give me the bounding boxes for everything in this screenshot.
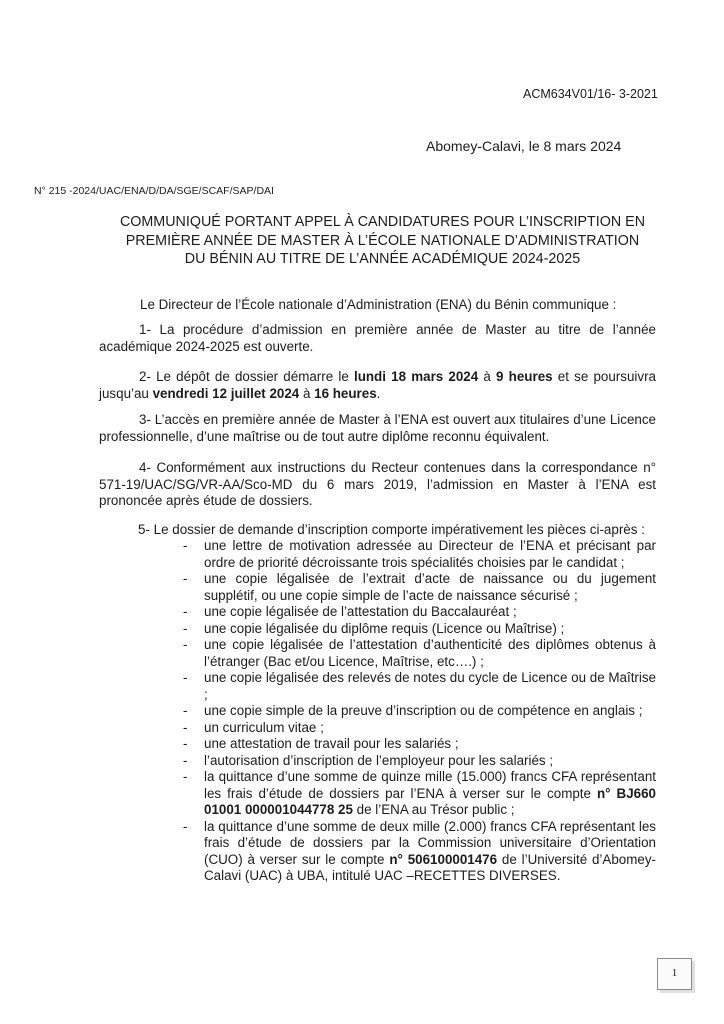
paragraph-4 bbox=[99, 460, 656, 510]
list-item bbox=[183, 670, 656, 703]
dash-bullet: - bbox=[183, 703, 188, 718]
p2-text-e: et se poursuivra jusqu’au bbox=[99, 369, 656, 401]
p2-text-i: . bbox=[376, 385, 381, 401]
p2-start-time: 9 heures bbox=[496, 369, 553, 384]
list-item-text: une copie légalisée de l’attestation d’authenticité des diplômes obtenus à l’étranger (Bac et/ou Licence, Maîtrise, etc….) ; bbox=[204, 637, 656, 669]
dash-bullet: - bbox=[183, 670, 188, 685]
list-item bbox=[183, 604, 656, 621]
dash-bullet: - bbox=[183, 538, 188, 553]
list-item bbox=[183, 571, 656, 604]
dash-bullet: - bbox=[183, 620, 188, 636]
page-number: 1 bbox=[657, 958, 692, 990]
paragraph-5-heading: 5- Le dossier de demande d’inscription comporte impérativement les pièces ci-après : bbox=[138, 522, 645, 537]
dash-bullet: - bbox=[183, 818, 188, 834]
list-item-text: de l’ENA au Trésor public ; bbox=[352, 802, 515, 817]
list-item-text: une copie légalisée de l’extrait d’acte de naissance ou du jugement supplétif, ou une copie simple de l’acte de naissance sécurisé ; bbox=[204, 571, 656, 603]
p2-end-time: 16 heures bbox=[314, 385, 377, 401]
dash-bullet: - bbox=[183, 604, 188, 619]
ena-account-number: n° BJ660 01001 000001044778 25 bbox=[204, 785, 656, 817]
list-item-text: une lettre de motivation adressée au Directeur de l’ENA et précisant par ordre de priorité décroissante trois spécialités choisies par le candidat ; bbox=[204, 538, 656, 570]
list-item-text: une copie légalisée des relevés de notes du cycle de Licence ou de Maîtrise ; bbox=[204, 670, 656, 702]
dash-bullet: - bbox=[183, 736, 188, 751]
list-item-text: un curriculum vitae ; bbox=[204, 719, 324, 735]
list-item-text: une copie légalisée du diplôme requis (Licence ou Maîtrise) ; bbox=[204, 620, 565, 636]
list-item bbox=[183, 621, 656, 638]
list-item bbox=[183, 703, 656, 720]
page-title bbox=[100, 213, 665, 269]
paragraph-3 bbox=[99, 412, 656, 445]
paragraph-3-text: 3- L’accès en première année de Master à l’ENA est ouvert aux titulaires d’une Licence professionnelle, d’une maîtrise ou de tout autre diplôme reconnu équivalent. bbox=[99, 412, 656, 444]
p2-end-date: vendredi 12 juillet 2024 bbox=[152, 385, 300, 401]
paragraph-4-text: 4- Conformément aux instructions du Recteur contenues dans la correspondance n° 571-19/UAC/SG/VR-AA/Sco-MD du 6 mars 2019, l’admission en Master à l’ENA est prononcée après étude de dossiers. bbox=[99, 460, 656, 508]
list-item-text: l’autorisation d’inscription de l’employeur pour les salariés ; bbox=[204, 752, 554, 768]
list-item-text: une copie simple de la preuve d’inscription ou de compétence en anglais ; bbox=[204, 703, 643, 718]
list-item-text: une copie légalisée de l’attestation du Baccalauréat ; bbox=[204, 604, 517, 619]
reference-code: ACM634V01/16- 3-2021 bbox=[523, 87, 658, 101]
list-item bbox=[183, 769, 656, 819]
paragraph-1 bbox=[99, 322, 656, 355]
list-item bbox=[183, 736, 656, 753]
paragraph-1-text: 1- La procédure d’admission en première année de Master au titre de l’année académique 2024-2025 est ouverte. bbox=[99, 322, 656, 354]
list-item bbox=[183, 819, 656, 885]
p2-text-g: à bbox=[299, 385, 315, 401]
uac-account-number: n° 506100001476 bbox=[389, 851, 498, 867]
intro-paragraph: Le Directeur de l’École nationale d’Administration (ENA) du Bénin communique : bbox=[140, 297, 617, 312]
p2-text-a: 2- Le dépôt de dossier démarre le bbox=[139, 369, 354, 384]
list-item-text: une attestation de travail pour les salariés ; bbox=[204, 736, 459, 751]
title-line-1: COMMUNIQUÉ PORTANT APPEL À CANDIDATURES POUR L’INSCRIPTION EN bbox=[119, 214, 646, 230]
dash-bullet: - bbox=[183, 719, 188, 735]
list-item bbox=[183, 720, 656, 737]
list-item bbox=[183, 538, 656, 571]
paragraph-2 bbox=[99, 369, 656, 402]
dash-bullet: - bbox=[183, 637, 188, 652]
title-line-2: PREMIÈRE ANNÉE DE MASTER À L’ÉCOLE NATIONALE D’ADMINISTRATION bbox=[125, 232, 640, 249]
dash-bullet: - bbox=[183, 769, 188, 784]
p2-start-date: lundi 18 mars 2024 bbox=[353, 369, 479, 384]
title-line-3: DU BÉNIN AU TITRE DE L’ANNÉE ACADÉMIQUE 2024-2025 bbox=[184, 251, 581, 267]
place-and-date: Abomey-Calavi, le 8 mars 2024 bbox=[426, 138, 622, 154]
p2-text-c: à bbox=[478, 369, 497, 384]
document-number: N° 215 -2024/UAC/ENA/D/DA/SGE/SCAF/SAP/DAI bbox=[34, 185, 274, 197]
list-item-text: de l’Université d’Abomey-Calavi (UAC) à UBA, intitulé UAC –RECETTES DIVERSES. bbox=[204, 851, 656, 883]
dash-bullet: - bbox=[183, 571, 188, 586]
list-item bbox=[183, 637, 656, 670]
dash-bullet: - bbox=[183, 752, 188, 768]
list-item-text: la quittance d’une somme de quinze mille (15.000) francs CFA représentant les frais d’étude de dossiers par l’ENA à verser sur le compte bbox=[204, 769, 656, 801]
list-item bbox=[183, 753, 656, 770]
list-item-text: la quittance d’une somme de deux mille (2.000) francs CFA représentant les frais d’étude de dossiers par la Commission universitaire d’Orientation (CUO) à verser sur le compte bbox=[204, 818, 656, 867]
required-documents-list bbox=[183, 538, 656, 885]
